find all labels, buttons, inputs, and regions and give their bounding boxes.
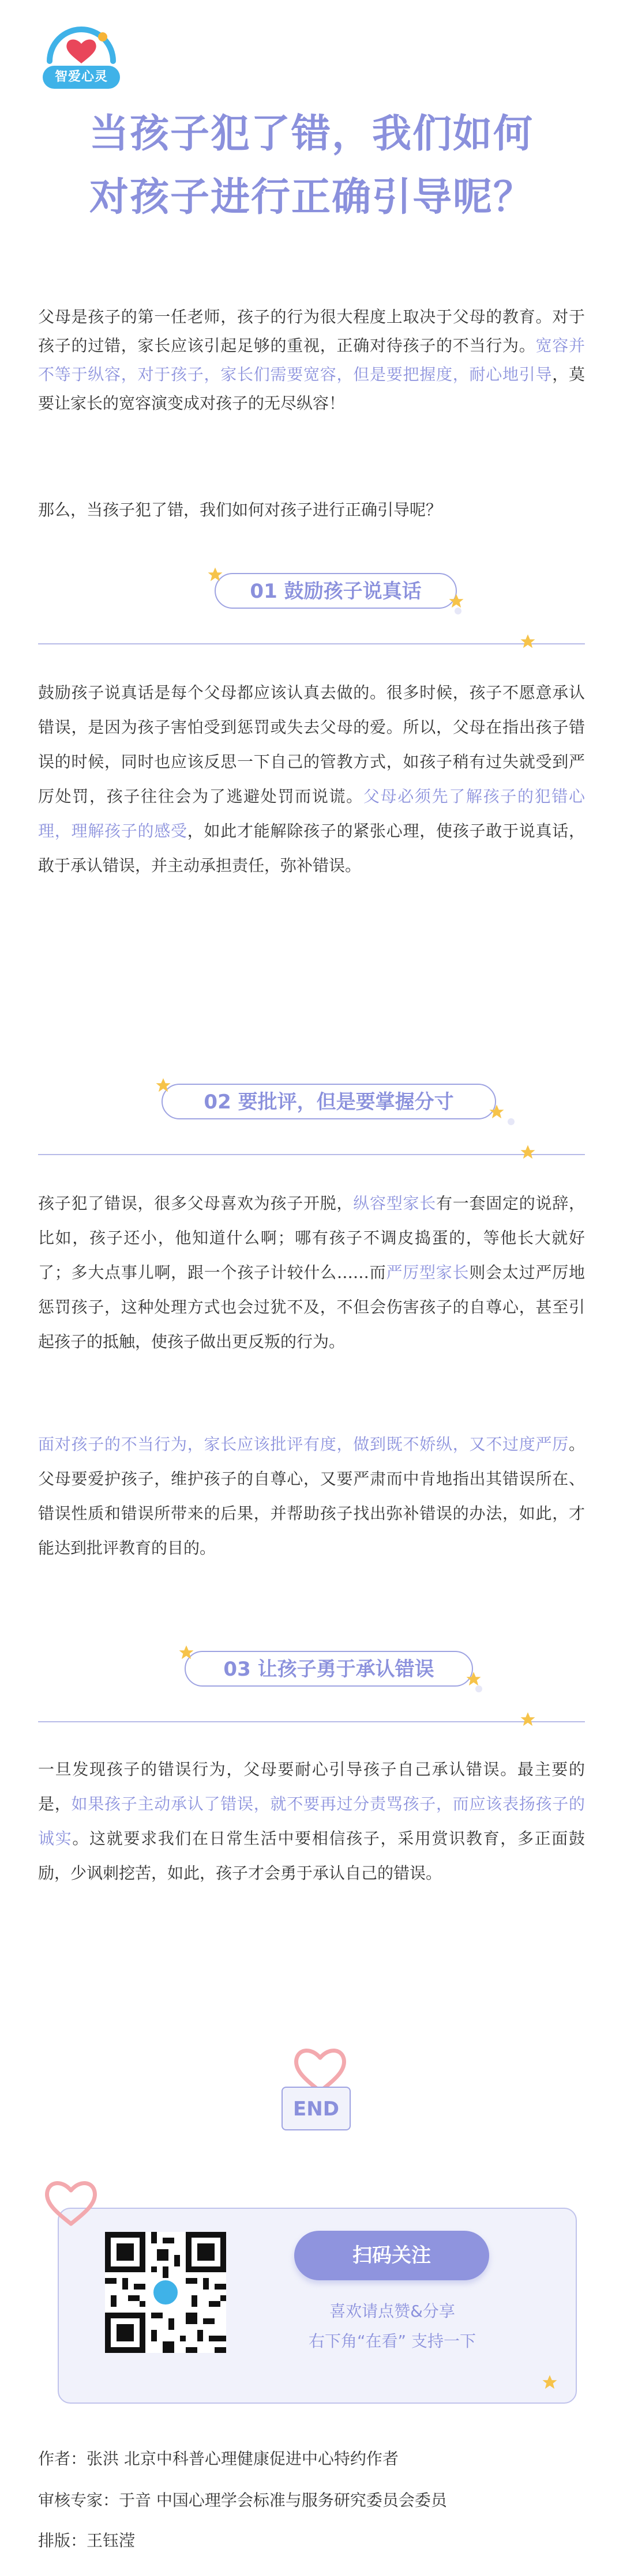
section-2-text-a: 孩子犯了错误，很多父母喜欢为孩子开脱， (38, 1194, 354, 1213)
section-2-paragraph-2 (38, 1427, 585, 1566)
intro-highlight: 宽容并不等于纵容，对于孩子，家长们需要宽容，但是要把握度，耐心地引导 (38, 336, 585, 384)
section-divider (38, 1154, 585, 1155)
section-1-heading: 01 鼓励孩子说真话 (215, 573, 457, 609)
end-marker: END (282, 2087, 351, 2130)
intro-paragraph (38, 303, 585, 418)
section-1-paragraph (38, 676, 585, 883)
section-2-highlight-3: 面对孩子的不当行为，家长应该批评有度，做到既不娇纵，又不过度严厉 (38, 1435, 569, 1454)
section-3-paragraph (38, 1752, 585, 1891)
heart-badge-icon (38, 25, 125, 71)
star-icon (207, 566, 224, 583)
logo (38, 25, 125, 93)
star-icon (488, 1103, 505, 1121)
qr-code[interactable] (105, 2232, 226, 2353)
star-icon (519, 633, 536, 650)
section-3-text-a: 一旦发现孩子的错误行为，父母要耐心引导孩子自己承认错误。最主要的是， (38, 1760, 585, 1813)
section-divider (38, 643, 585, 644)
star-icon (155, 1077, 172, 1094)
star-icon (519, 1144, 536, 1161)
card-like-share: 喜欢请点赞&分享 (329, 2302, 455, 2321)
section-2-highlight-2: 严厉型家长 (386, 1263, 470, 1282)
section-divider (38, 1721, 585, 1722)
section-1-highlight: 父母必须先了解孩子的犯错心理，理解孩子的感受 (38, 787, 585, 840)
section-2-paragraph-1 (38, 1186, 585, 1359)
card-support: 右下角“在看” 支持一下 (309, 2332, 476, 2351)
star-icon (541, 2374, 558, 2391)
star-icon (465, 1670, 482, 1688)
qr-logo-icon (151, 2278, 180, 2307)
section-3-highlight: 如果孩子主动承认了错误，就不要再过分责骂孩子，而应该表扬孩子的诚实 (38, 1794, 585, 1848)
decor-dot (508, 1118, 515, 1125)
layout-credit-line: 排版：王钰滢 (38, 2531, 136, 2550)
intro-question: 那么，当孩子犯了错，我们如何对孩子进行正确引导呢？ (38, 500, 442, 519)
intro-text-b: ，莫要让家长的宽容演变成对孩子的无尽纵容！ (38, 365, 585, 413)
section-2-text-b: 有一套固定的说辞，比如，孩子还小，他知道什么啊；哪有孩子不调皮捣蛋的，等他长大就好了；多大点事儿啊，跟一个孩子计较什么……而 (38, 1194, 585, 1282)
star-icon (519, 1711, 536, 1728)
star-icon (178, 1644, 195, 1661)
title-line-1: 当孩子犯了错，我们如何 (89, 111, 534, 157)
heart-outline-icon (39, 2173, 103, 2231)
page-title (23, 103, 600, 229)
section-3-text-b: 。这就要求我们在日常生活中要相信孩子，采用赏识教育，多正面鼓励，少讽刺挖苦，如此，孩子才会勇于承认自己的错误。 (38, 1829, 585, 1883)
section-2-text-d: 。父母要爱护孩子，维护孩子的自尊心，又要严肃而中肯地指出其错误所在、错误性质和错误所带来的后果，并帮助孩子找出弥补错误的办法，如此，才能达到批评教育的目的。 (38, 1435, 585, 1557)
section-1-text-b: ，如此才能解除孩子的紧张心理，使孩子敢于说真话，敢于承认错误，并主动承担责任，弥补错误。 (38, 821, 585, 875)
section-3-heading: 03 让孩子勇于承认错误 (185, 1651, 473, 1687)
reviewer-line: 审核专家：于音 中国心理学会标准与服务研究委员会委员 (38, 2491, 447, 2510)
intro-text-a: 父母是孩子的第一任老师，孩子的行为很大程度上取决于父母的教育。对于孩子的过错，家长应该引起足够的重视，正确对待孩子的不当行为。 (38, 307, 585, 355)
section-1-text-a: 鼓励孩子说真话是每个父母都应该认真去做的。很多时候，孩子不愿意承认错误，是因为孩子害怕受到惩罚或失去父母的爱。所以，父母在指出孩子错误的时候，同时也应该反思一下自己的管教方式，如孩子稍有过失就受到严厉处罚，孩子往往会为了逃避处罚而说谎。 (38, 683, 585, 806)
section-2-highlight-1: 纵容型家长 (353, 1194, 436, 1213)
title-line-2: 对孩子进行正确引导呢？ (89, 175, 534, 220)
logo-text: 智爱心灵 (43, 66, 120, 89)
star-icon (448, 593, 465, 610)
section-2-text-c: 则会太过严厉地惩罚孩子，这种处理方式也会过犹不及，不但会伤害孩子的自尊心，甚至引起孩子的抵触，使孩子做出更反叛的行为。 (38, 1263, 585, 1351)
author-line: 作者：张洪 北京中科普心理健康促进中心特约作者 (38, 2449, 399, 2468)
section-2-heading: 02 要批评，但是要掌握分寸 (162, 1084, 496, 1119)
scan-follow-button[interactable]: 扫码关注 (294, 2231, 489, 2280)
